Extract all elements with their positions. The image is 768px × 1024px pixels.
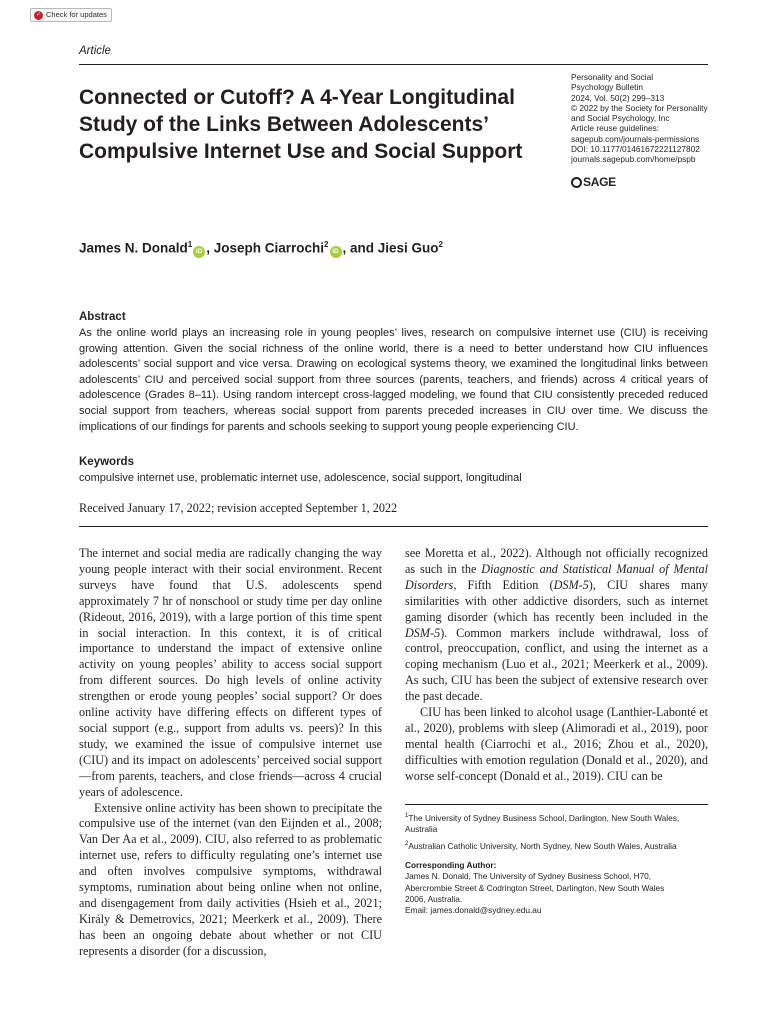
permissions-link[interactable]: sagepub.com/journals-permissions xyxy=(571,133,700,144)
keywords-heading: Keywords xyxy=(79,456,134,468)
body-paragraph: Extensive online activity has been shown to precipitate the compulsive use of the internet (van den Eijnden et al., 2008; Van Der Aa et al., 2009). CIU, also referred to as problematic internet use, refers to difficulty regulating one’s internet use and often involves compulsive symptoms, withdrawal symptoms, rumination about being online when not online, and disengagement from daily activities (Hsieh et al., 2021; Király & Demetrovics, 2021; Meerkerk et al., 2009). There has been an ongoing debate about whether or not CIU represents a disorder (for a discussion, xyxy=(79,800,382,958)
footnote-marker: 1 xyxy=(405,813,409,819)
author-name: Joseph Ciarrochi xyxy=(213,240,325,256)
body-paragraph: The internet and social media are radically changing the way young people interact with their social environment. Recent surveys have found that U.S. adolescents spend approximately 7 hr of nonschool or study time per day online (Rideout, 2016, 2019), with a large portion of this time spent in social interaction. In this context, it is of critical importance to understand the impact of extensive online activity on young peoples’ ability to access social support from different sources. Do high levels of online activity strengthen or erode young peoples’ social support? Or does online activity have differing effects on different types of social support (e.g., support from adults vs. peers)? In this study, we examined the issue of compulsive internet use (CIU) and its impact on adolescents’ perceived social support—from parents, teachers, and close friends—across 4 crucial years of adolescence. xyxy=(79,546,382,799)
sage-logo xyxy=(571,175,616,189)
corresponding-author-email[interactable]: Email: james.donald@sydney.edu.au xyxy=(405,904,542,915)
body-text-emphasis: DSM-5 xyxy=(405,625,441,640)
check-for-updates-button[interactable] xyxy=(30,8,112,22)
body-text-emphasis: DSM-5 xyxy=(553,577,589,592)
author-separator: , and xyxy=(342,240,378,256)
journal-info-line: Article reuse guidelines: xyxy=(571,123,660,134)
footnote-affiliation-1 xyxy=(405,811,708,835)
affiliation-marker: 1 xyxy=(187,240,193,249)
footnote-text: Australian Catholic University, North Sydney, New South Wales, Australia xyxy=(408,840,677,851)
received-dates: Received January 17, 2022; revision accepted September 1, 2022 xyxy=(79,501,398,515)
author-name: Jiesi Guo xyxy=(377,240,439,256)
body-left-column xyxy=(79,546,382,960)
footnotes xyxy=(405,811,708,916)
body-paragraph xyxy=(405,546,708,705)
footnote-text: The University of Sydney Business School, Darlington, New South Wales, Australia xyxy=(405,812,680,834)
keywords-text: compulsive internet use, problematic internet use, adolescence, social support, longitudinal xyxy=(79,472,522,484)
sage-logo-text: SAGE xyxy=(583,175,616,189)
body-text-run: ). Common markers include withdrawal, loss of control, preoccupation, conflict, and using the internet as a coping mechanism (Luo et al., 2021; Meerkerk et al., 2009). As such, CIU has been the subject of extensive research over the past decade. xyxy=(405,625,708,704)
crossmark-icon: ✓ xyxy=(35,11,42,18)
corresponding-author-heading: Corresponding Author: xyxy=(405,860,497,871)
corresponding-author-line: James N. Donald, The University of Sydney Business School, H70, xyxy=(405,871,652,882)
footnote-divider xyxy=(405,804,708,805)
footnote-marker: 2 xyxy=(405,841,409,848)
journal-home-link[interactable]: journals.sagepub.com/home/pspb xyxy=(571,154,696,165)
affiliation-marker: 2 xyxy=(438,240,443,249)
journal-info-line: and Social Psychology, Inc xyxy=(571,113,670,124)
header-divider xyxy=(79,64,708,65)
check-for-updates-label: Check for updates xyxy=(46,10,107,19)
body-text-run: ), CIU shares many similarities with other addictive disorders, such as internet gaming disorder (which has recently been included in the xyxy=(405,577,708,624)
orcid-icon[interactable]: iD xyxy=(193,246,205,258)
body-text-run: see Moretta et al., 2022). Although not officially recognized as such in the xyxy=(405,546,708,576)
body-text-run: , Fifth Edition ( xyxy=(453,577,554,592)
journal-info-line: 2024, Vol. 50(2) 299–313 xyxy=(571,92,665,103)
corresponding-author-line: 2006, Australia. xyxy=(405,893,463,904)
journal-info-line: Psychology Bulletin xyxy=(571,82,643,93)
abstract-text: As the online world plays an increasing role in young peoples’ lives, research on compulsive internet use (CIU) is receiving growing attention. Given the social richness of the online world, there is a need to better understand how CIU influences adolescents’ social support and vice versa. Drawing on ecological systems theory, we examined the longitudinal links between adolescents’ CIU and perceived social support from three sources (parents, teachers, and friends) across 4 critical years of adolescence (Grades 8–11). Using random intercept cross-lagged modeling, we found that CIU consistently preceded reduced social support from teachers, whereas social support from parents preceded increases in CIU over time. We discuss the implications of our findings for parents and schools seeking to support young people experiencing CIU. xyxy=(79,327,708,433)
body-right-column xyxy=(405,546,708,785)
body-text-emphasis: Diagnostic and Statistical Manual of Mental Disorders xyxy=(405,561,708,592)
body-paragraph: CIU has been linked to alcohol usage (Lanthier-Labonté et al., 2020), problems with sleep (Alimoradi et al., 2019), poor mental health (Ciarrochi et al., 2016; Zhou et al., 2020), difficulties with emotion regulation (Donald et al., 2020), and worse self-concept (Donald et al., 2019). CIU can be xyxy=(405,705,708,783)
article-type-label: Article xyxy=(79,45,111,57)
orcid-icon[interactable]: iD xyxy=(330,246,342,258)
abstract-heading: Abstract xyxy=(79,311,126,323)
article-title: Connected or Cutoff? A 4-Year Longitudinal Study of the Links Between Adolescents’ Compulsive Internet Use and Social Support xyxy=(79,86,523,163)
journal-info-line: Personality and Social xyxy=(571,72,654,82)
journal-info-line: © 2022 by the Society for Personality xyxy=(571,102,708,113)
author-list xyxy=(79,240,443,258)
author-separator: , xyxy=(206,240,214,256)
author-name: James N. Donald xyxy=(79,240,188,256)
corresponding-author-line: Abercrombie Street & Codrington Street, Darlington, New South Wales xyxy=(405,882,665,893)
affiliation-marker: 2 xyxy=(324,240,329,249)
footnote-affiliation-2 xyxy=(405,839,708,852)
doi-link[interactable]: DOI: 10.1177/01461672221127802 xyxy=(571,144,700,155)
body-divider xyxy=(79,526,708,527)
journal-info xyxy=(571,72,721,165)
sage-logo-icon xyxy=(571,177,582,188)
